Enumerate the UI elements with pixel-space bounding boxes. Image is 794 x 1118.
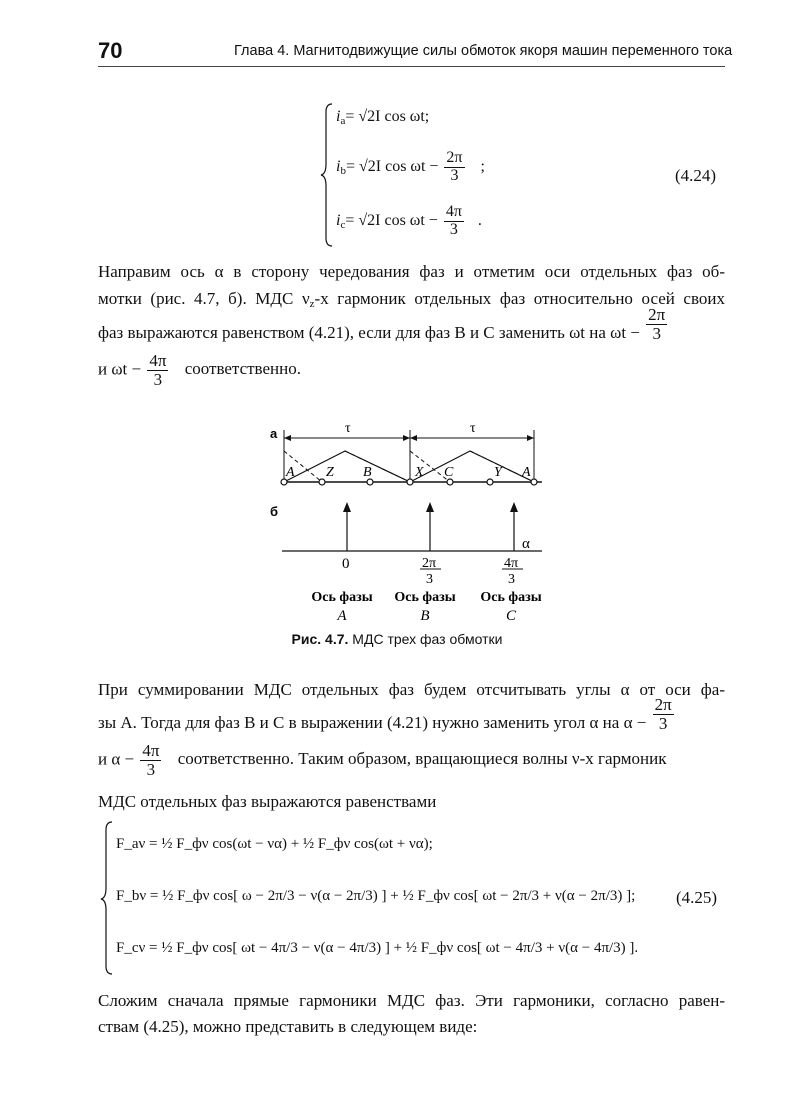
phase-label-Z: Z <box>326 465 334 480</box>
para2-line2: зы A. Тогда для фаз B и C в выражении (4.21) нужно заменить угол α на α − $\frac{2\pi}{3}$ <box>98 695 672 733</box>
tick-2pi-den: 3 <box>426 572 433 587</box>
alpha-label: α <box>522 536 530 552</box>
phase-label-X: X <box>415 465 424 480</box>
figure-4-7 <box>260 418 560 628</box>
axis-A-letter: A <box>337 608 347 624</box>
equation-number-4-25: (4.25) <box>676 888 718 907</box>
axis-B-letter: B <box>420 608 430 624</box>
para3-line2: ствам (4.25), можно представить в следующем виде: <box>98 1017 478 1036</box>
header-rule <box>98 66 725 67</box>
para2-line4: МДС отдельных фаз выражаются равенствами <box>98 792 437 811</box>
phase-label-A2: A <box>522 465 531 480</box>
phase-label-Y: Y <box>494 465 502 480</box>
eq-ic: $i_c= √2I$ cos ωt − $\frac{4\pi}{3}$ . <box>336 203 482 238</box>
eq-ib: $i_b= √2I$ cos ωt − $\frac{2\pi}{3}$ ; <box>336 149 485 184</box>
label-a: а <box>270 426 278 441</box>
eq-Fc: F_cν = ½ F_фν cos[ ωt − 4π/3 − ν(α − 4π/3) ] + ½ F_фν cos[ ωt − 4π/3 + ν(α − 4π/3) ]. <box>116 940 639 956</box>
para2-line1: При суммировании МДС отдельных фаз будем отсчитывать углы α от оси фа- <box>98 680 725 699</box>
para1-line1: Направим ось α в сторону чередования фаз и отметим оси отдельных фаз об- <box>98 262 725 281</box>
axis-C-letter: C <box>505 608 517 624</box>
phase-label-C: C <box>444 465 454 480</box>
left-brace <box>100 818 114 978</box>
eq-Fa: F_aν = ½ F_фν cos(ωt − να) + ½ F_фν cos(ωt + να); <box>116 836 433 852</box>
para1-line3: фаз выражаются равенством (4.21), если для фаз B и C заменить ωt на ωt − $\frac{2\pi}{3}$ <box>98 305 666 343</box>
label-b: б <box>270 504 279 519</box>
tick-zero: 0 <box>342 556 350 572</box>
para3-line1: Сложим сначала прямые гармоники МДС фаз. Эти гармоники, согласно равен- <box>98 991 725 1010</box>
equation-4-24 <box>320 100 730 250</box>
tick-4pi-num: 4π <box>504 556 519 571</box>
figure-caption: Рис. 4.7. МДС трех фаз обмотки <box>291 631 503 647</box>
tau-left: τ <box>345 421 351 436</box>
para2-line3: и α − $\frac{4\pi}{3}$ соответственно. Таким образом, вращающиеся волны ν-х гармоник <box>98 741 667 779</box>
para1-line4: и ωt − $\frac{4\pi}{3}$ соответственно. <box>98 351 301 389</box>
phase-label-A1: A <box>286 465 295 480</box>
equation-4-25 <box>100 818 730 978</box>
axis-A-label: Ось фазы <box>311 590 373 605</box>
axis-C-label: Ось фазы <box>480 590 542 605</box>
eq-ia: $i_a= √2I$ cos ωt; <box>336 108 430 127</box>
left-brace <box>320 100 334 250</box>
eq-Fb: F_bν = ½ F_фν cos[ ω − 2π/3 − ν(α − 2π/3) ] + ½ F_фν cos[ ωt − 2π/3 + ν(α − 2π/3) ]; <box>116 888 636 904</box>
running-title: Глава 4. Магнитодвижущие силы обмоток якоря машин переменного тока <box>234 43 733 59</box>
tau-right: τ <box>470 421 476 436</box>
page-number: 70 <box>98 38 123 63</box>
phase-label-B: B <box>363 465 372 480</box>
axis-B-label: Ось фазы <box>394 590 456 605</box>
para1-line2: мотки (рис. 4.7, б). МДС $\nu_z-х$ гармоник отдельных фаз относительно осей своих <box>98 289 725 310</box>
equation-number-4-24: (4.24) <box>675 166 717 185</box>
tick-4pi-den: 3 <box>508 572 515 587</box>
tick-2pi-num: 2π <box>422 556 437 571</box>
